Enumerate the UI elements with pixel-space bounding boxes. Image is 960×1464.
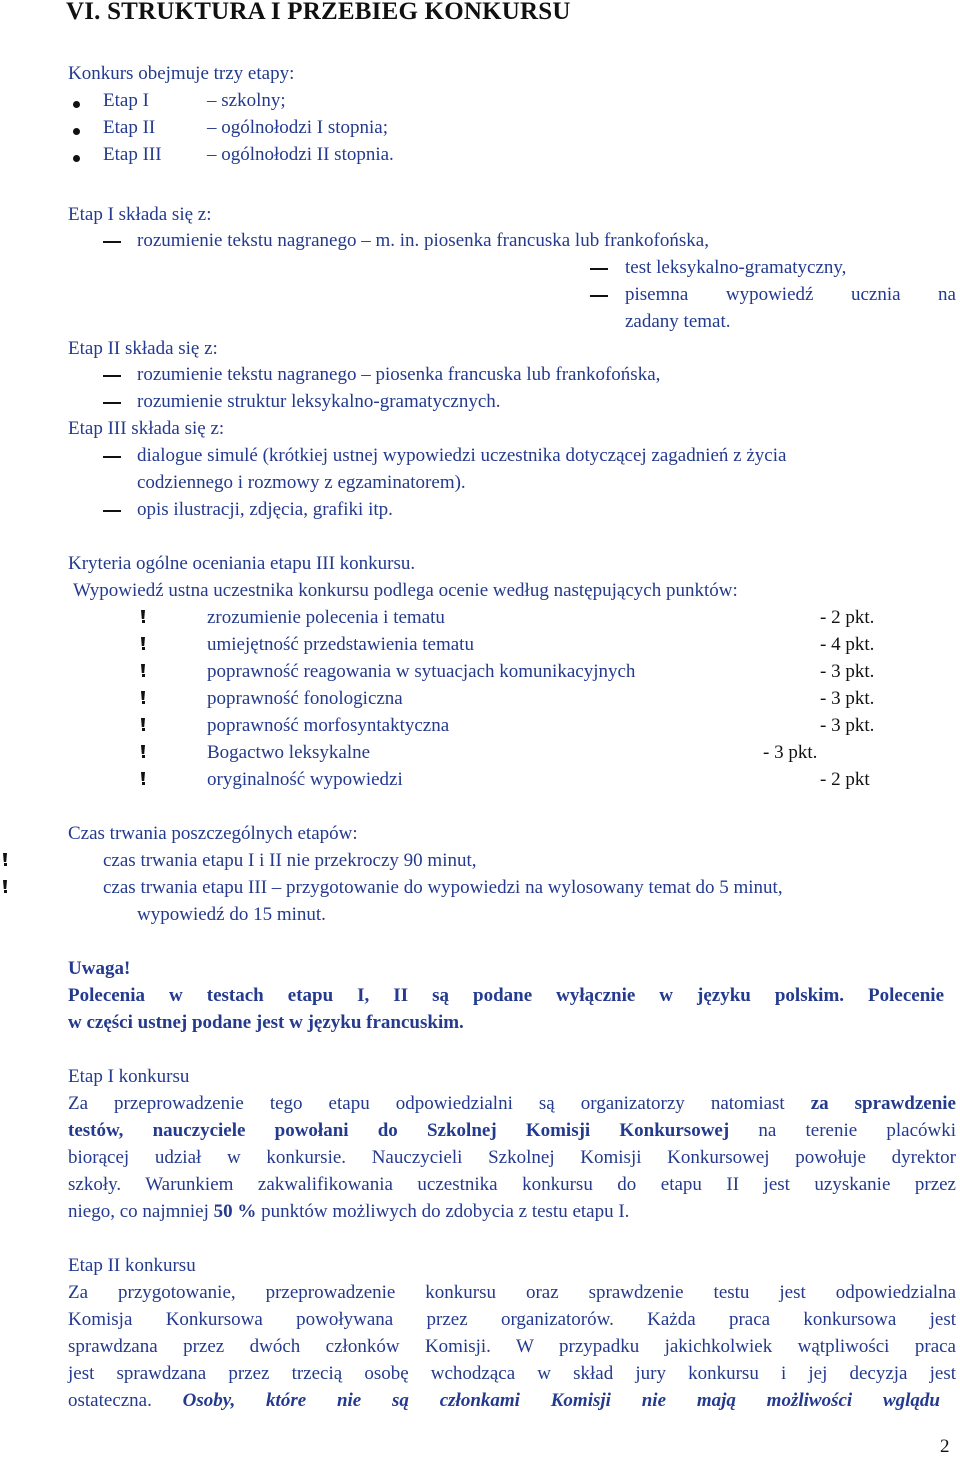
etap3-item-cont: codziennego i rozmowy z egzaminatorem). <box>137 472 466 493</box>
stage-desc: – ogólnołodzi II stopnia. <box>207 144 394 165</box>
word: pisemna <box>625 284 689 305</box>
intro-title: Konkurs obejmuje trzy etapy: <box>68 63 295 84</box>
stage-name: Etap I <box>103 90 149 111</box>
etap2-section-line: sprawdzana przez dwóch członków Komisji. W przypadku jakichkolwiek wątpliwości praca <box>68 1336 956 1357</box>
duration-title: Czas trwania poszczególnych etapów: <box>68 823 358 844</box>
dash-icon <box>103 241 121 243</box>
criteria-label: poprawność fonologiczna <box>207 688 403 709</box>
dash-icon <box>103 402 121 404</box>
etap1-item: test leksykalno-gramatyczny, <box>625 257 847 278</box>
etap2-section-line <box>68 1389 940 1413</box>
bullet-icon <box>73 155 80 162</box>
stage-desc: – szkolny; <box>207 90 286 111</box>
etap2-section-title: Etap II konkursu <box>68 1255 196 1276</box>
duration-item: czas trwania etapu III – przygotowanie do wypowiedzi na wylosowany temat do 5 minut, <box>103 877 783 898</box>
text-bold: 50 % <box>213 1201 257 1222</box>
etap1-section-line <box>68 1200 629 1224</box>
section-heading: VI. STRUKTURA I PRZEBIEG KONKURSU <box>66 0 571 25</box>
etap3-item: dialogue simulé (krótkiej ustnej wypowiedzi uczestnika dotyczącej zagadnień z życia <box>137 445 787 466</box>
dash-icon <box>103 456 121 458</box>
word: wypowiedź <box>725 284 814 305</box>
dash-icon <box>103 510 121 512</box>
text-bold: testów, nauczyciele powołani do Szkolnej Komisji Konkursowej <box>68 1120 730 1141</box>
criteria-points: - 3 pkt. <box>820 715 875 736</box>
bullet-icon <box>140 718 146 731</box>
etap1-item-cont: zadany temat. <box>625 311 731 332</box>
criteria-label: poprawność morfosyntaktyczna <box>207 715 450 736</box>
criteria-title: Kryteria ogólne oceniania etapu III konkursu. <box>68 553 416 574</box>
word: ucznia <box>850 284 901 305</box>
stage-desc: – ogólnołodzi I stopnia; <box>207 117 389 138</box>
etap1-section-title: Etap I konkursu <box>68 1066 190 1087</box>
criteria-label: zrozumienie polecenia i tematu <box>207 607 445 628</box>
note-title: Uwaga! <box>68 958 131 979</box>
text: punktów możliwych do zdobycia z testu etapu I. <box>261 1201 630 1222</box>
criteria-label: umiejętność przedstawienia tematu <box>207 634 474 655</box>
bullet-icon <box>140 745 146 758</box>
etap2-section-line: Za przygotowanie, przeprowadzenie konkursu oraz sprawdzenie testu jest odpowiedzialna <box>68 1282 956 1303</box>
bullet-icon <box>140 637 146 650</box>
etap1-title: Etap I składa się z: <box>68 204 212 225</box>
bullet-icon <box>140 610 146 623</box>
duration-item-cont: wypowiedź do 15 minut. <box>137 904 326 925</box>
stage-name: Etap III <box>103 144 162 165</box>
etap2-item: rozumienie struktur leksykalno-gramatycznych. <box>137 391 501 412</box>
etap1-section-line: szkoły. Warunkiem zakwalifikowania uczestnika konkursu do etapu II jest uzyskanie przez <box>68 1174 956 1195</box>
etap1-item: rozumienie tekstu nagranego – m. in. piosenka francuska lub frankofońska, <box>137 230 709 251</box>
criteria-points: - 3 pkt. <box>820 661 875 682</box>
criteria-points: - 3 pkt. <box>763 742 818 763</box>
page-number: 2 <box>940 1436 950 1457</box>
criteria-intro: Wypowiedź ustna uczestnika konkursu podlega ocenie według następujących punktów: <box>73 580 738 601</box>
etap3-title: Etap III składa się z: <box>68 418 225 439</box>
criteria-points: - 2 pkt. <box>820 607 875 628</box>
text: Za przeprowadzenie tego etapu odpowiedzialni są organizatorzy natomiast <box>68 1093 785 1114</box>
dash-icon <box>103 375 121 377</box>
note-line: Polecenia w testach etapu I, II są podane wyłącznie w języku polskim. Polecenie <box>68 985 944 1006</box>
criteria-label: oryginalność wypowiedzi <box>207 769 403 790</box>
etap1-section-line <box>68 1092 956 1116</box>
text-bold-italic: Osoby, które nie są członkami Komisji nie mają możliwości wglądu <box>182 1390 940 1411</box>
bullet-icon <box>2 880 8 893</box>
criteria-points: - 2 pkt <box>820 769 870 790</box>
dash-icon <box>590 268 608 270</box>
text: na terenie placówki <box>758 1120 957 1141</box>
note-line: w części ustnej podane jest w języku francuskim. <box>68 1012 464 1033</box>
etap1-item <box>625 283 956 307</box>
bullet-icon <box>73 128 80 135</box>
bullet-icon <box>140 664 146 677</box>
text-bold: za sprawdzenie <box>810 1093 956 1114</box>
bullet-icon <box>140 691 146 704</box>
bullet-icon <box>2 853 8 866</box>
bullet-icon <box>73 101 80 108</box>
bullet-icon <box>140 772 146 785</box>
criteria-points: - 3 pkt. <box>820 688 875 709</box>
etap1-section-line: biorącej udział w konkursie. Nauczycieli Szkolnej Komisji Konkursowej powołuje dyrektor <box>68 1147 956 1168</box>
criteria-points: - 4 pkt. <box>820 634 875 655</box>
criteria-label: poprawność reagowania w sytuacjach komunikacyjnych <box>207 661 636 682</box>
text: niego, co najmniej <box>68 1201 209 1222</box>
etap1-section-line <box>68 1119 956 1143</box>
stage-name: Etap II <box>103 117 156 138</box>
duration-item: czas trwania etapu I i II nie przekroczy 90 minut, <box>103 850 477 871</box>
dash-icon <box>590 295 608 297</box>
criteria-label: Bogactwo leksykalne <box>207 742 371 763</box>
etap2-section-line: jest sprawdzana przez trzecią osobę wchodząca w skład jury konkursu i jej decyzja jest <box>68 1363 956 1384</box>
etap2-item: rozumienie tekstu nagranego – piosenka francuska lub frankofońska, <box>137 364 661 385</box>
word: na <box>938 284 956 305</box>
etap2-title: Etap II składa się z: <box>68 338 218 359</box>
etap3-item: opis ilustracji, zdjęcia, grafiki itp. <box>137 499 393 520</box>
text: ostateczna. <box>68 1390 152 1411</box>
etap2-section-line: Komisja Konkursowa powoływana przez organizatorów. Każda praca konkursowa jest <box>68 1309 956 1330</box>
